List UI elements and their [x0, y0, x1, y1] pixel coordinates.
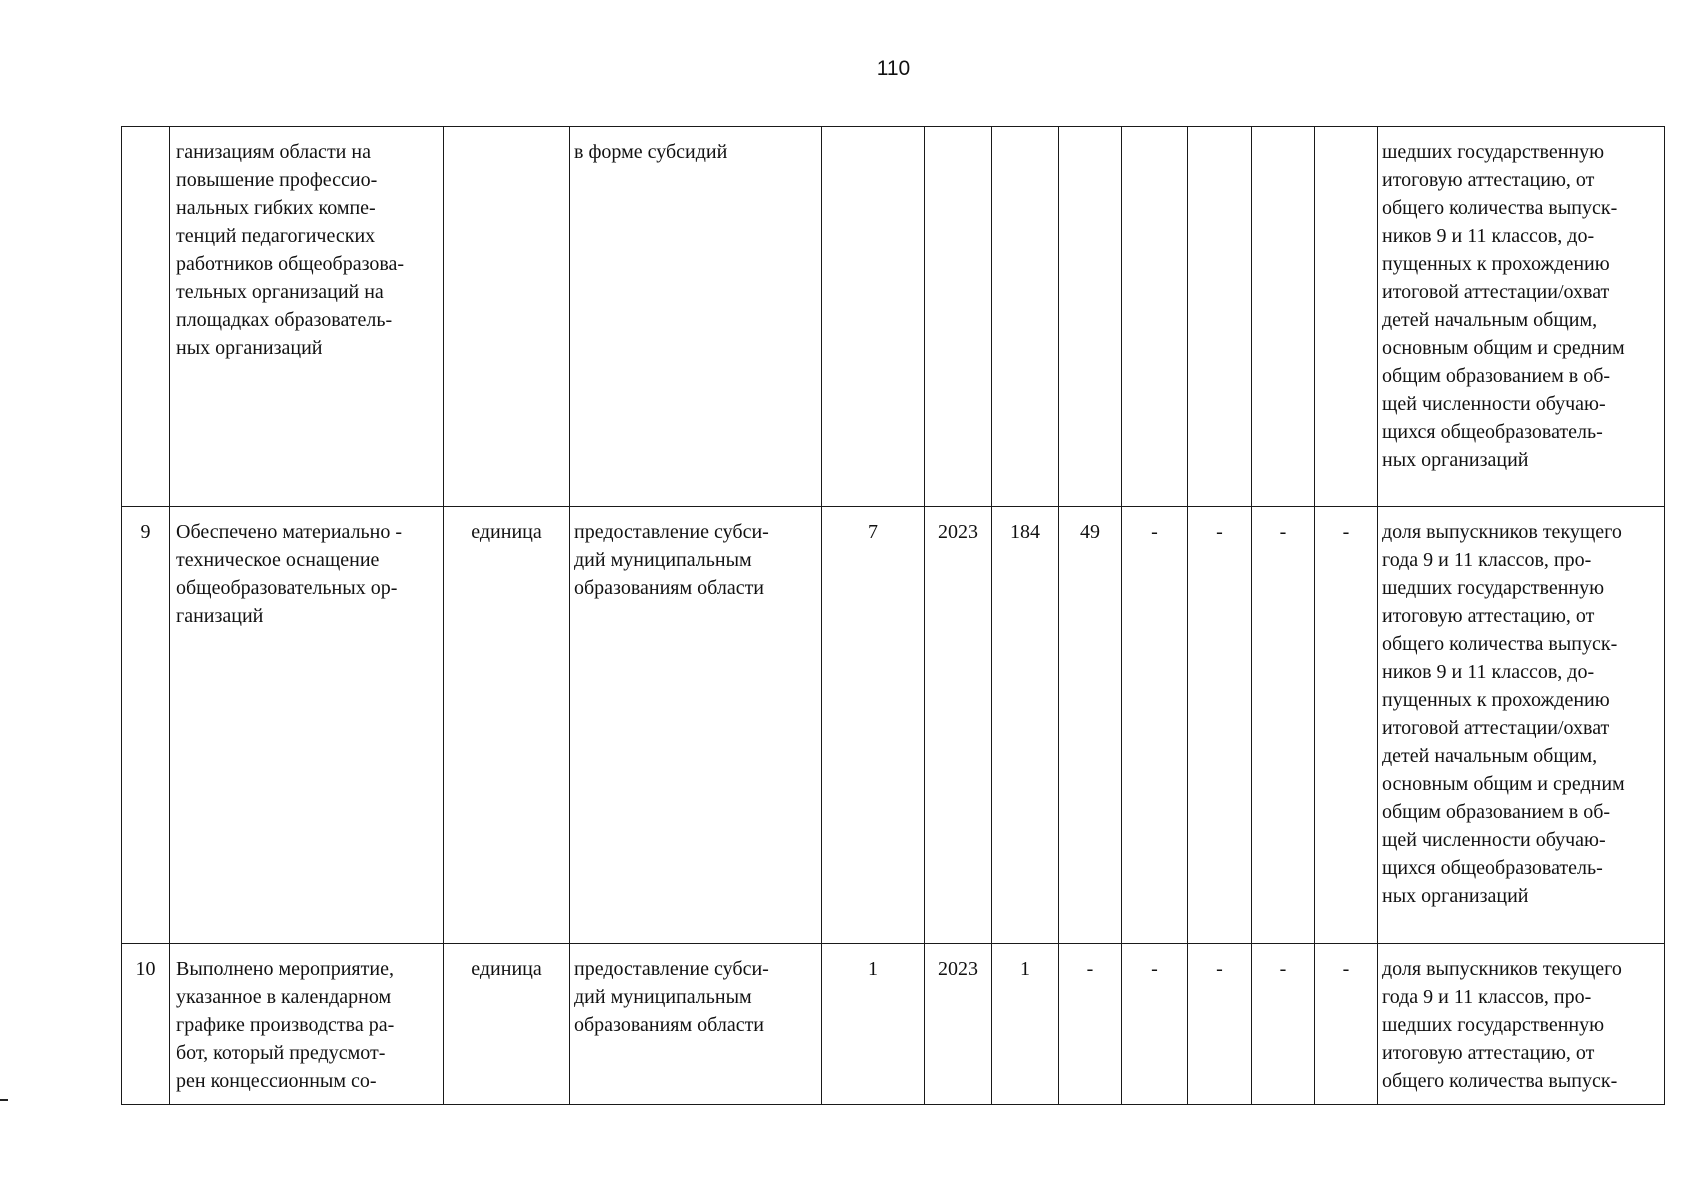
cell-mechanism: в форме субсидий	[570, 127, 822, 507]
results-table	[121, 126, 1665, 1105]
cell-value: -	[1315, 944, 1378, 1105]
cell-value	[1252, 127, 1315, 507]
cell-value: -	[1059, 944, 1122, 1105]
cell-value: -	[1122, 507, 1188, 944]
cell-number: 10	[122, 944, 170, 1105]
cell-indicator: доля выпускников текущего года 9 и 11 классов, про- шедших государственную итоговую аттестацию, от общего количества выпуск-	[1378, 944, 1665, 1105]
cell-value: 1	[992, 944, 1059, 1105]
cell-value	[1188, 127, 1252, 507]
cell-name: Выполнено мероприятие, указанное в календарном графике производства ра- бот, который предусмот- рен концессионным со-	[170, 944, 444, 1105]
cell-value: -	[1252, 507, 1315, 944]
cell-number: 9	[122, 507, 170, 944]
cell-mechanism: предоставление субси- дий муниципальным образованиям области	[570, 944, 822, 1105]
cell-value: -	[1122, 944, 1188, 1105]
cell-value: 7	[822, 507, 925, 944]
cell-unit	[444, 127, 570, 507]
cell-year	[925, 127, 992, 507]
table-row	[122, 507, 1665, 944]
cell-value: 184	[992, 507, 1059, 944]
cell-value: -	[1188, 507, 1252, 944]
cell-value: -	[1188, 944, 1252, 1105]
cell-value: 49	[1059, 507, 1122, 944]
cell-year: 2023	[925, 507, 992, 944]
cell-value	[1059, 127, 1122, 507]
table-row	[122, 127, 1665, 507]
cell-value: -	[1315, 507, 1378, 944]
cell-indicator: шедших государственную итоговую аттестацию, от общего количества выпуск- ников 9 и 11 классов, до- пущенных к прохождению итоговой аттестации/охват детей начальным общим, основным общим и средним общим образованием в об- щей численности обучаю- щихся общеобразователь- ных организаций	[1378, 127, 1665, 507]
cell-value: 1	[822, 944, 925, 1105]
table-row	[122, 944, 1665, 1105]
margin-mark	[0, 1099, 8, 1101]
cell-unit: единица	[444, 944, 570, 1105]
cell-unit: единица	[444, 507, 570, 944]
cell-value	[992, 127, 1059, 507]
cell-value	[1122, 127, 1188, 507]
cell-year: 2023	[925, 944, 992, 1105]
cell-number	[122, 127, 170, 507]
cell-indicator: доля выпускников текущего года 9 и 11 классов, про- шедших государственную итоговую аттестацию, от общего количества выпуск- ников 9 и 11 классов, до- пущенных к прохождению итоговой аттестации/охват детей начальным общим, основным общим и средним общим образованием в об- щей численности обучаю- щихся общеобразователь- ных организаций	[1378, 507, 1665, 944]
cell-value	[1315, 127, 1378, 507]
cell-name: ганизациям области на повышение профессио- нальных гибких компе- тенций педагогических работников общеобразова- тельных организаций на площадках образователь- ных организаций	[170, 127, 444, 507]
cell-mechanism: предоставление субси- дий муниципальным образованиям области	[570, 507, 822, 944]
cell-value: -	[1252, 944, 1315, 1105]
page-number: 110	[876, 57, 911, 80]
cell-name: Обеспечено материально - техническое оснащение общеобразовательных ор- ганизаций	[170, 507, 444, 944]
cell-value	[822, 127, 925, 507]
